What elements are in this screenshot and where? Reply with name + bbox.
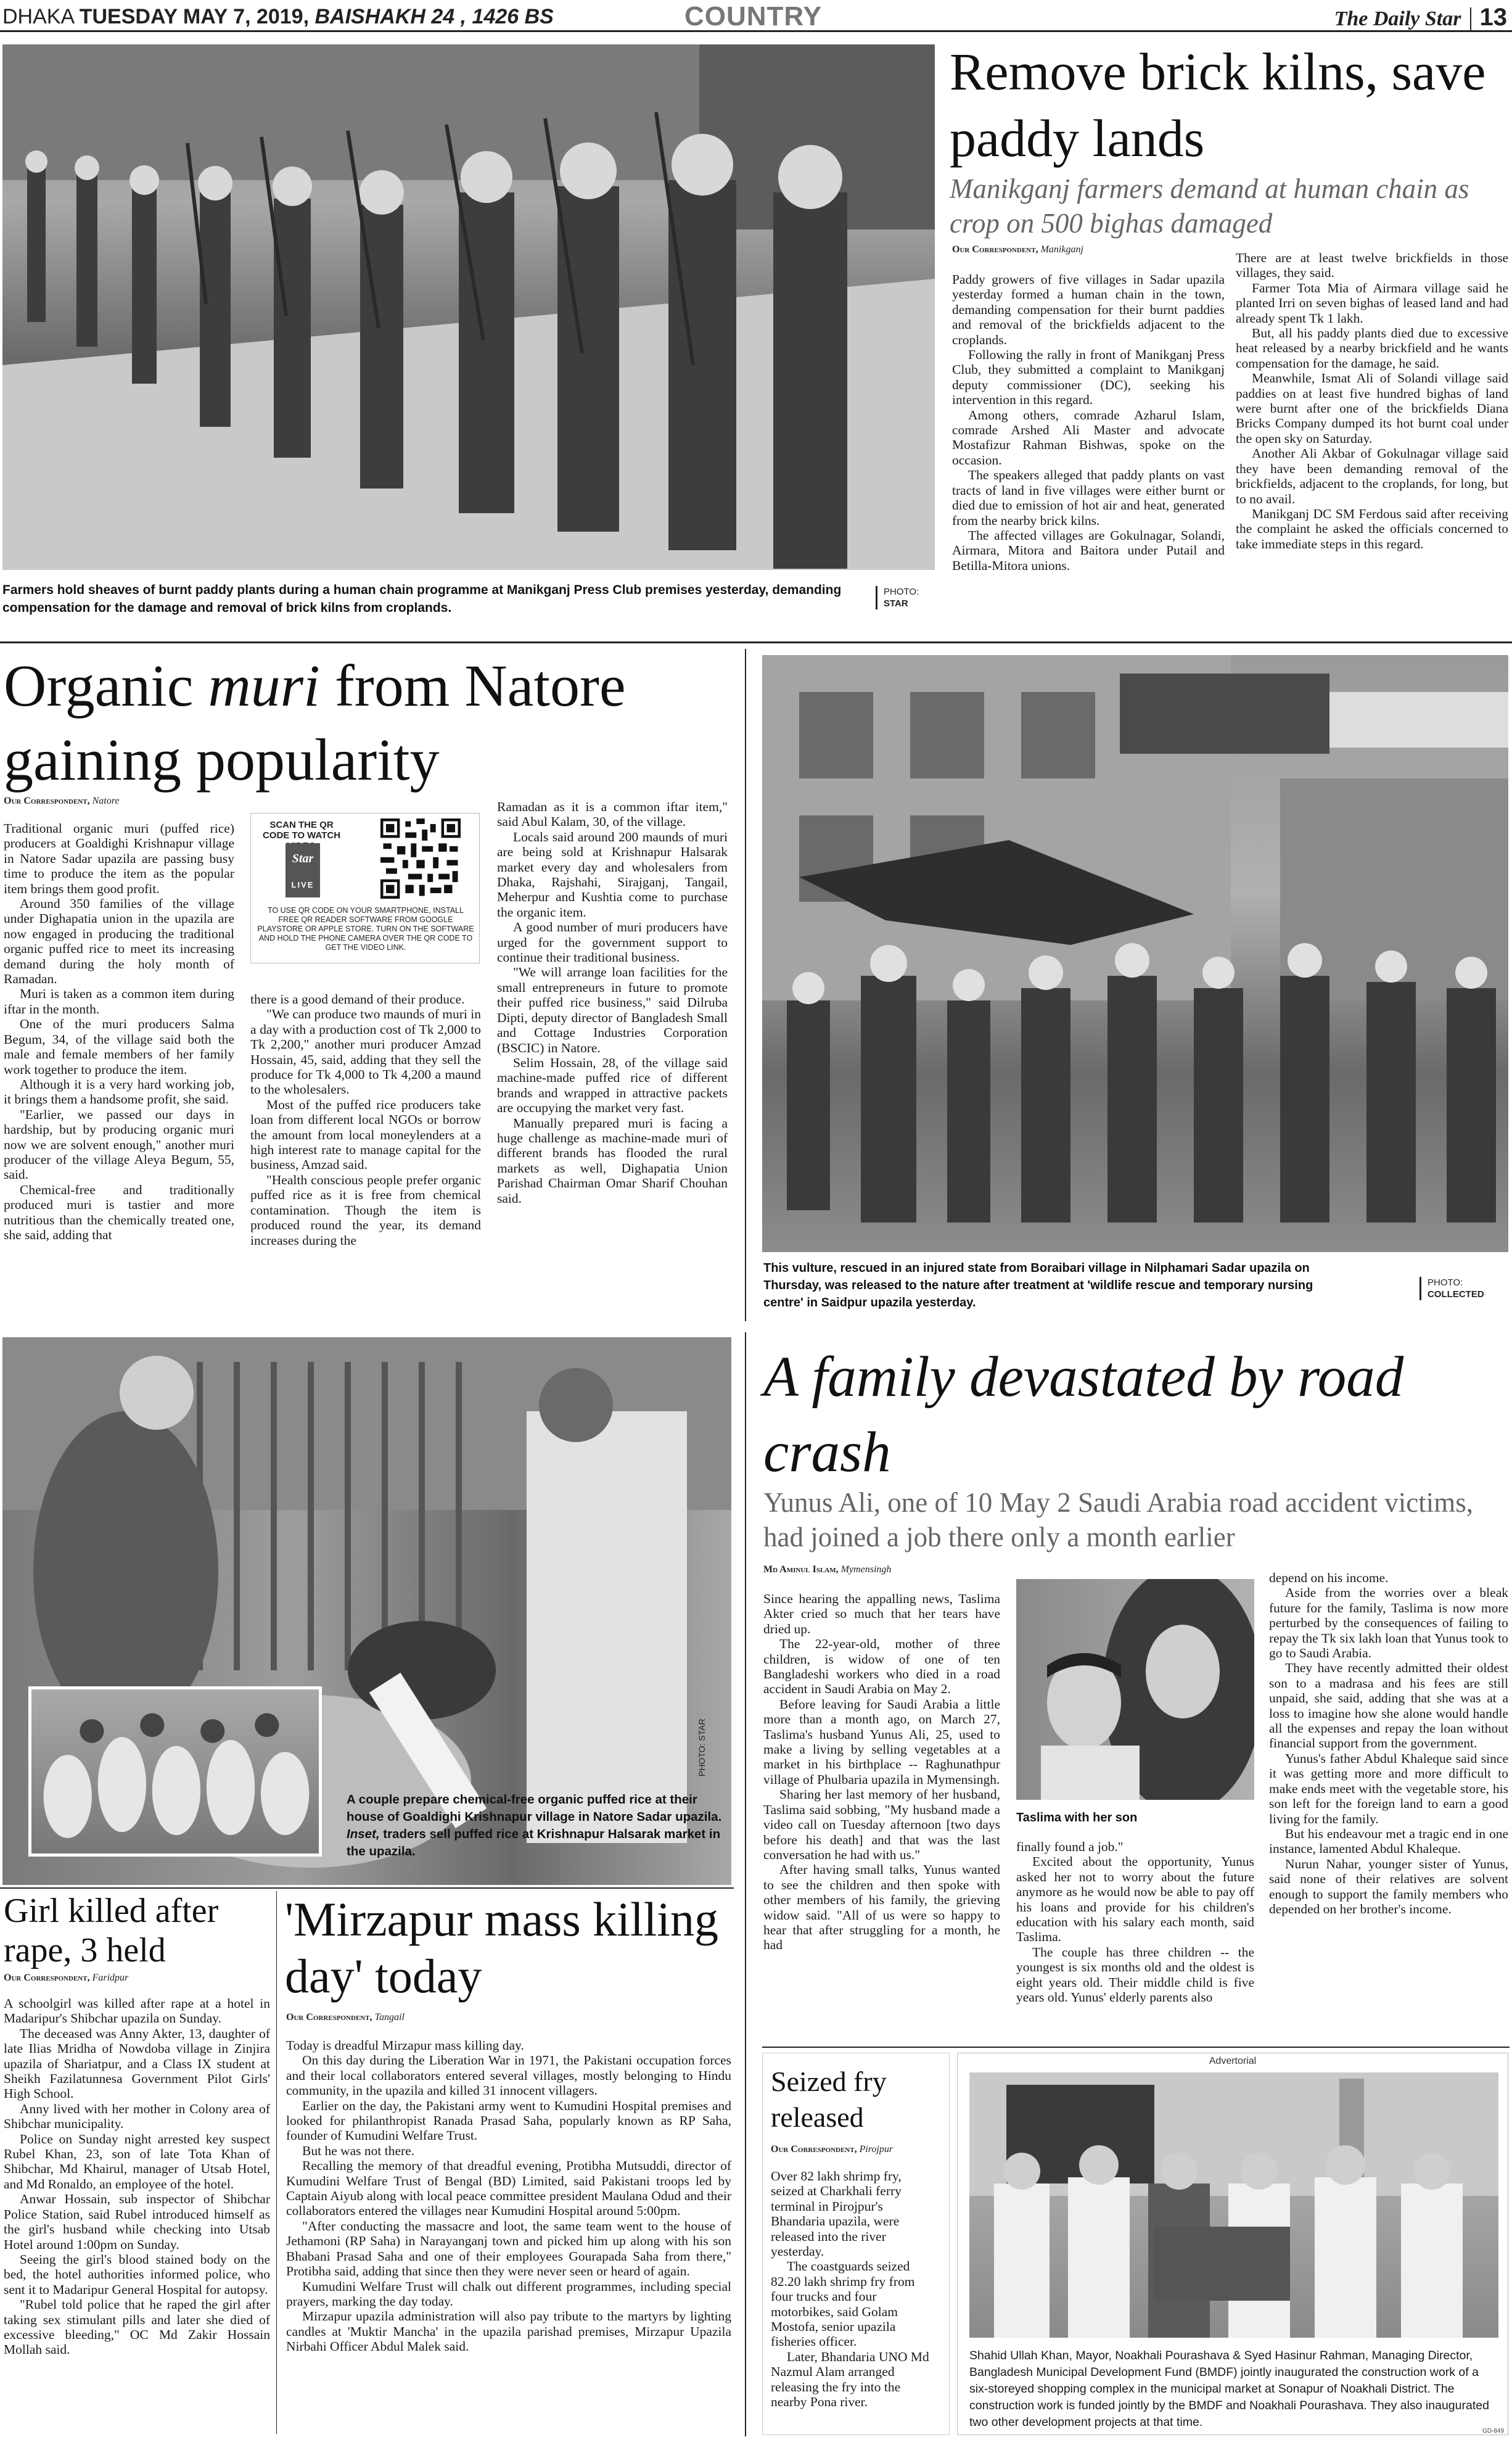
byline-place: Natore: [92, 796, 120, 806]
paragraph: "We can produce two maunds of muri in a day with a production cost of Tk 2,000 to Tk 2,200," another muri producer Amzad Hossain, 45, said, adding that they sell the produce for Tk 4,000 to Tk 4,200 a maund to the wholesalers.: [250, 1007, 481, 1097]
muri-column-1: [4, 821, 234, 1242]
paragraph: Later, Bhandaria UNO Md Nazmul Alam arranged releasing the fry into the nearby Pona river.: [771, 2349, 929, 2410]
vulture-photo-credit: [1420, 1277, 1506, 1300]
byline-place: Mymensingh: [840, 1564, 892, 1575]
date-label: TUESDAY MAY 7, 2019,: [79, 5, 310, 28]
paragraph: After having small talks, Yunus wanted to see the children and then spoke with other members of his family, the grieving widow said. "All of us were so happy to hear that after struggling for a month, he had: [763, 1862, 1000, 1953]
byline-role: Our Correspondent,: [952, 244, 1038, 255]
paragraph: There are at least twelve brickfields in those villages, they said.: [1236, 250, 1508, 281]
paragraph: Farmer Tota Mia of Airmara village said he planted Irri on seven bighas of leased land and had already spent Tk 1 lakh.: [1236, 280, 1508, 326]
taslima-photo-caption: Taslima with her son: [1016, 1811, 1138, 1825]
byline-place: Pirojpur: [859, 2144, 894, 2155]
paragraph: Manually prepared muri is facing a huge challenge as machine-made muri of different brands has flooded the rural markets as well, Dighapatia Union Parishad Chairman Omar Sharif Chouhan said.: [497, 1115, 728, 1206]
paragraph: Since hearing the appalling news, Taslima Akter cried so much that her tears have dried up.: [763, 1591, 1000, 1636]
fry-headline: Seized fry released: [771, 2066, 887, 2133]
paragraph: "Health conscious people prefer organic puffed rice as it is free from chemical contamination. Though the item is produced round the year, its demand increases during the: [250, 1172, 481, 1248]
human-chain-photo-caption: Farmers hold sheaves of burnt paddy plants during a human chain programme at Manikganj Press Club premises yesterday, demanding compensation for the damage and removal of brick kilns from croplands.: [2, 583, 842, 615]
masthead-right: [1334, 4, 1507, 31]
vulture-photo-caption: This vulture, rescued in an injured state from Boraibari village in Nilphamari Sadar upazila on Thursday, was released to the nature after treatment at 'wildlife rescue and temporary nursing centre' in Saidpur upazila yesterday.: [763, 1261, 1313, 1309]
paragraph: The speakers alleged that paddy plants on vast tracts of land in five villages were either burnt or died due to emission of hot air and heat, generated from the nearby brick kilns.: [952, 468, 1225, 528]
section-divider: [762, 2047, 1510, 2048]
paragraph: Selim Hossain, 28, of the village said machine-made puffed rice of different brands and wrapped in attractive packets are occupying the market very fast.: [497, 1055, 728, 1116]
paper-logo: The Daily Star: [1334, 7, 1461, 30]
family-byline: [763, 1564, 891, 1575]
paragraph: Manikganj DC SM Ferdous said after receiving the complaint he asked the officials concerned to take immediate steps in this regard.: [1236, 506, 1508, 551]
paragraph: Recalling the memory of that dreadful evening, Protibha Mutsuddi, director of Kumudini Welfare Trust of Bengal (BD) Limited, said Pakistani troops led by Captain Aiyub along with local peace committee president Maulana Odud and their collaborators entered the villages near Kumudini Hospital around 5:00pm.: [286, 2158, 731, 2219]
family-subhead: Yunus Ali, one of 10 May 2 Saudi Arabia road accident victims, had joined a job there only a month earlier: [763, 1487, 1474, 1553]
qr-code-box[interactable]: [250, 813, 480, 963]
paragraph: Seeing the girl's blood stained body on the bed, the hotel authorities informed police, who sent it to Madaripur General Hospital for autopsy.: [4, 2251, 270, 2297]
section-divider: [0, 641, 1512, 643]
caption-part: traders sell puffed rice at Krishnapur Halsarak market in the upazila.: [347, 1827, 721, 1858]
muri-column-3: [497, 799, 728, 1206]
paragraph: Around 350 families of the village under Dighapatia union in the upazila are now engaged in producing the traditional organic puffed rice to meet its increasing demand during the holy month of Ramadan.: [4, 896, 234, 987]
family-column-2: [1016, 1839, 1254, 2005]
paragraph: Meanwhile, Ismat Ali of Solandi village said paddies on at least five hundred bighas of land were burnt after one of the brickfields Diana Bricks Company dumped its hot burnt coal under the open sky on Saturday.: [1236, 371, 1508, 446]
human-chain-photo: [2, 44, 935, 570]
section-name: COUNTRY: [684, 1, 822, 31]
column-rule: [745, 1332, 746, 2436]
byline-role: Our Correspondent,: [286, 2012, 372, 2023]
brick-subhead: Manikganj farmers demand at human chain as crop on 500 bighas damaged: [950, 173, 1469, 239]
paragraph: "After conducting the massacre and loot, the same team went to the house of Jethamoni (RP Saha) in Narayanganj town and picked him up along with his son Bhabani Prasad Saha and one of their employees Gourapada Saha from there," Protibha said, adding that since then they were never seen or heard of again.: [286, 2218, 731, 2279]
paragraph: "We will arrange loan facilities for the small entrepreneurs in future to promote their puffed rice business," said Dilruba Dipti, deputy director of Bangladesh Small and Cottage Industries Corporation (BSCIC) in Natore.: [497, 965, 728, 1055]
advertorial-code: GD-849: [1482, 2428, 1505, 2435]
paragraph: depend on his income.: [1269, 1570, 1389, 1585]
mirzapur-byline: [286, 2012, 405, 2023]
paragraph: "Earlier, we passed our days in hardship, but by producing organic muri now we are solvent enough," another muri producer of the village Aleya Begum, 55, said.: [4, 1107, 234, 1182]
logo-brand: Star: [292, 852, 314, 865]
brick-byline: [952, 244, 1083, 255]
column-rule: [276, 1891, 277, 2434]
paragraph: Although it is a very hard working job, it brings them a handsome profit, she said.: [4, 1076, 234, 1107]
headline-italic: muri: [208, 653, 320, 719]
star-live-logo: [286, 843, 320, 897]
muri-market-inset-photo: [28, 1686, 322, 1857]
girl-column: [4, 1996, 270, 2357]
paragraph: Locals said around 200 maunds of muri are being sold at Krishnapur Halsarak market every day and wholesalers from Dhaka, Rajshahi, Sirajganj, Tangail, Meherpur and Kushtia come to purchase the organic item.: [497, 829, 728, 920]
paragraph: Kumudini Welfare Trust will chalk out different programmes, including special prayers, marking the day today.: [286, 2278, 731, 2309]
credit-name: COLLECTED: [1428, 1289, 1484, 1300]
paragraph: Sharing her last memory of her husband, Taslima said sobbing, "My husband made a video call on Tuesday afternoon [two days before his death] and that was the last conversation he had with us.": [763, 1787, 1000, 1862]
paragraph: Anny lived with her mother in Colony area of Shibchar municipality.: [4, 2101, 270, 2132]
paragraph: But, all his paddy plants died due to excessive heat released by a nearby brickfield and he wants compensation for the damage, he said.: [1236, 326, 1508, 371]
page-number: 13: [1479, 4, 1507, 31]
inauguration-photo: [969, 2072, 1498, 2338]
paragraph: Another Ali Akbar of Gokulnagar village said they have been demanding removal of the brickfields, adjacent to the croplands, for long, but to no avail.: [1236, 446, 1508, 506]
paragraph: Most of the puffed rice producers take loan from different local NGOs or borrow the amount from local moneylenders at a high interest rate to manage capital for the business, Amzad said.: [250, 1097, 481, 1173]
paragraph: One of the muri producers Salma Begum, 34, of the village said both the male and female members of her family work together to produce the item.: [4, 1016, 234, 1077]
human-chain-photo-credit: [876, 586, 931, 609]
paragraph: "Rubel told police that he raped the girl after taking sex stimulant pills and later she died of excessive bleeding," OC Md Zakir Hossain Mollah said.: [4, 2297, 270, 2357]
fry-byline: [771, 2144, 893, 2155]
paragraph: The couple has three children -- the youngest is six months old and the oldest is eight years old. Their middle child is five years old. Yunus' elderly parents also: [1016, 1944, 1254, 2005]
family-column-1: [763, 1591, 1000, 1953]
paragraph: The deceased was Anny Akter, 13, daughter of late Ilias Mridha of Nowdoba village in Zinjira upazila of Shariatpur, and a Class IX student at Sheikh Fazilatunnesa Government Pilot Girls' High School.: [4, 2026, 270, 2101]
paragraph: But his endeavour met a tragic end in one instance, lamented Abdul Khaleque.: [1269, 1826, 1508, 1857]
paragraph: Aside from the worries over a bleak future for the family, Taslima is now more perturbed by the consequences of failing to repay the Tk six lakh loan that Yunus took to go to Saudi Arabia.: [1269, 1585, 1508, 1661]
brick-headline: Remove brick kilns, save paddy lands: [950, 42, 1486, 168]
paragraph: Mirzapur upazila administration will also pay tribute to the martyrs by lighting candles at 'Muktir Mancha' in the upazila parishad premises, Mirzapur Upazila Nirbahi Officer Abdul Malek said.: [286, 2309, 731, 2354]
fry-column: [771, 2169, 937, 2410]
family-column-3: [1269, 1570, 1508, 1916]
paragraph: The coastguards seized 82.20 lakh shrimp fry from four trucks and four motorbikes, said Golam Mostofa, senior upazila fisheries officer.: [771, 2259, 915, 2349]
logo-live: LIVE: [291, 880, 314, 889]
paragraph: Muri is taken as a common item during iftar in the month.: [4, 986, 234, 1016]
paragraph: On this day during the Liberation War in 1971, the Pakistani occupation forces and their local collaborators entered several villages, mostly belonging to Hindu community, in the upazila and killed 31 innocent villagers.: [286, 2053, 731, 2098]
byline-role: Our Correspondent,: [4, 1973, 90, 1983]
paragraph: Following the rally in front of Manikganj Press Club, they submitted a complaint to Manikganj deputy commissioner (DC), seeking his intervention in this regard.: [952, 347, 1225, 408]
headline-part: Organic: [4, 653, 208, 719]
paragraph: Traditional organic muri (puffed rice) producers at Goaldighi Krishnapur village in Natore Sadar upazila are passing busy time to produce the item as the popular item brings them good profit.: [4, 821, 234, 896]
credit-label: PHOTO:: [884, 587, 919, 597]
paragraph: Paddy growers of five villages in Sadar upazila yesterday formed a human chain in the town, demanding compensation for their burnt paddies and removal of the brickfields adjacent to the croplands.: [952, 272, 1225, 347]
brick-column-2: [1236, 250, 1508, 551]
paragraph: Ramadan as it is a common iftar item," said Abul Kalam, 30, of the village.: [497, 799, 728, 830]
byline-place: Tangail: [374, 2012, 405, 2023]
paragraph: Chemical-free and traditionally produced muri is tastier and more nutritious than the chemically treated one, she said, adding that: [4, 1182, 234, 1242]
bangla-date-label: BAISHAKH 24 , 1426 BS: [314, 5, 554, 28]
masthead-bar: [0, 0, 1512, 32]
brick-column-1: [952, 272, 1225, 573]
taslima-photo: [1016, 1579, 1254, 1800]
caption-inset-label: Inset,: [347, 1827, 380, 1841]
paragraph: Police on Sunday night arrested key suspect Rubel Khan, 23, son of late Tota Khan of Shibchar, Md Khairul, manager of Utsab Hotel, and Md Ronaldo, an employee of the hotel.: [4, 2131, 270, 2192]
paragraph: Today is dreadful Mirzapur mass killing day.: [286, 2038, 524, 2053]
paragraph: A good number of muri producers have urged for the government support to continue their traditional business.: [497, 920, 728, 965]
qr-title: SCAN THE QR CODE TO WATCH: [262, 820, 341, 841]
column-rule: [745, 649, 746, 1321]
byline-role: Our Correspondent,: [4, 796, 90, 806]
girl-headline: Girl killed after rape, 3 held: [4, 1892, 219, 1969]
mirzapur-column: [286, 2038, 731, 2354]
paragraph: Over 82 lakh shrimp fry, seized at Charkhali ferry terminal in Pirojpur's Bhandaria upazila, were released into the river yesterday.: [771, 2169, 902, 2259]
advertorial-label: Advertorial: [1209, 2056, 1257, 2066]
caption-part: A couple prepare chemical-free organic puffed rice at their house of Goaldighi Krishnapur village in Natore Sadar upazila.: [347, 1792, 722, 1824]
vulture-photo: [762, 655, 1508, 1252]
paragraph: They have recently admitted their oldest son to a madrasa and his fees are still unpaid, she said, adding that she was at a loss to imagine how she alone would handle all the expenses and repay the loan without financial support from the government.: [1269, 1660, 1508, 1751]
byline-place: Manikganj: [1040, 244, 1083, 255]
column-rule: [0, 1887, 734, 1889]
paragraph: A schoolgirl was killed after rape at a hotel in Madaripur's Shibchar upazila on Sunday.: [4, 1996, 270, 2026]
masthead-dateline: [2, 5, 554, 29]
paragraph: But he was not there.: [302, 2143, 415, 2158]
paragraph: Nurun Nahar, younger sister of Yunus, said none of their relatives are solvent enough to support the family members who depended on her brother's income.: [1269, 1856, 1508, 1916]
credit-label: PHOTO:: [1428, 1277, 1463, 1288]
qr-code-icon[interactable]: [380, 819, 461, 899]
mirzapur-headline: 'Mirzapur mass killing day' today: [285, 1892, 718, 2003]
muri-headline: [4, 649, 744, 797]
paragraph: Anwar Hossain, sub inspector of Shibchar Police Station, said Rubel introduced himself as the girl's husband while checking into Utsab Hotel around 1:00pm on Sunday.: [4, 2192, 270, 2252]
byline-role: Md Aminul Islam,: [763, 1564, 839, 1575]
muri-byline: [4, 796, 119, 807]
muri-column-2: [250, 992, 481, 1248]
credit-name: STAR: [884, 598, 908, 609]
family-headline: A family devastated by road crash: [763, 1345, 1404, 1484]
paragraph: Earlier on the day, the Pakistani army went to Kumudini Hospital premises and looked for philanthropist Ranada Prasad Saha, popularly known as RP Saha, founder of Kumudini Welfare Trust.: [286, 2098, 731, 2143]
byline-place: Faridpur: [92, 1973, 129, 1983]
advertorial-caption: Shahid Ullah Khan, Mayor, Noakhali Pourashava & Syed Hasinur Rahman, Managing Director, Bangladesh Municipal Development Fund (BMDF) jointly inaugurated the construction work of a six-storeyed shopping complex in the municipal market at Sonapur of Noakhali District. The construction work is funded jointly by the BMDF and Noakhali Pourashava. They also inaugurated two other development projects at that time.: [969, 2349, 1489, 2429]
muri-photo-caption: [347, 1791, 723, 1860]
girl-byline: [4, 1973, 128, 1984]
paragraph: finally found a job.": [1016, 1839, 1124, 1854]
paragraph: there is a good demand of their produce.: [250, 992, 465, 1007]
paragraph: The affected villages are Gokulnagar, Solandi, Airmara, Mitora and Baitora under Putail and Betilla-Mitora unions.: [952, 527, 1225, 573]
byline-role: Our Correspondent,: [771, 2144, 857, 2155]
paragraph: Among others, comrade Azharul Islam, comrade Arshed Ali Master and advocate Mostafizur Rahman Bishwas, spoke on the occasion.: [952, 407, 1225, 468]
headline-part: from Natore gaining popularity: [4, 653, 626, 793]
paragraph: The 22-year-old, mother of three children, is widow of one of ten Bangladeshi workers who died in a road accident in Saudi Arabia on May 2.: [763, 1636, 1000, 1697]
qr-instructions: TO USE QR CODE ON YOUR SMARTPHONE, INSTALL FREE QR READER SOFTWARE FROM GOOGLE PLAYSTORE OR APPLE STORE. TURN ON THE SOFTWARE AND HOLD THE PHONE CAMERA OVER THE QR CODE TO GET THE VIDEO LINK.: [257, 906, 474, 952]
paragraph: Yunus's father Abdul Khaleque said since it was getting more and more difficult to make ends meet with the vegetable store, his son left for the foreign land to earn a good living for the family.: [1269, 1750, 1508, 1826]
paragraph: Excited about the opportunity, Yunus asked her not to worry about the future anymore as he would now be able to pay off his loans and provide for his children's education with his salary each month, said Taslima.: [1016, 1854, 1254, 1945]
muri-photo-credit: PHOTO: STAR: [697, 1718, 707, 1776]
city-label: DHAKA: [2, 5, 74, 28]
paragraph: Before leaving for Saudi Arabia a little more than a month ago, on March 27, Taslima's husband Yunus Ali, 25, used to make a living by selling vegetables at a market in his birthplace -- Raghunathpur village of Phulbaria upazila in Mymensingh.: [763, 1696, 1000, 1787]
